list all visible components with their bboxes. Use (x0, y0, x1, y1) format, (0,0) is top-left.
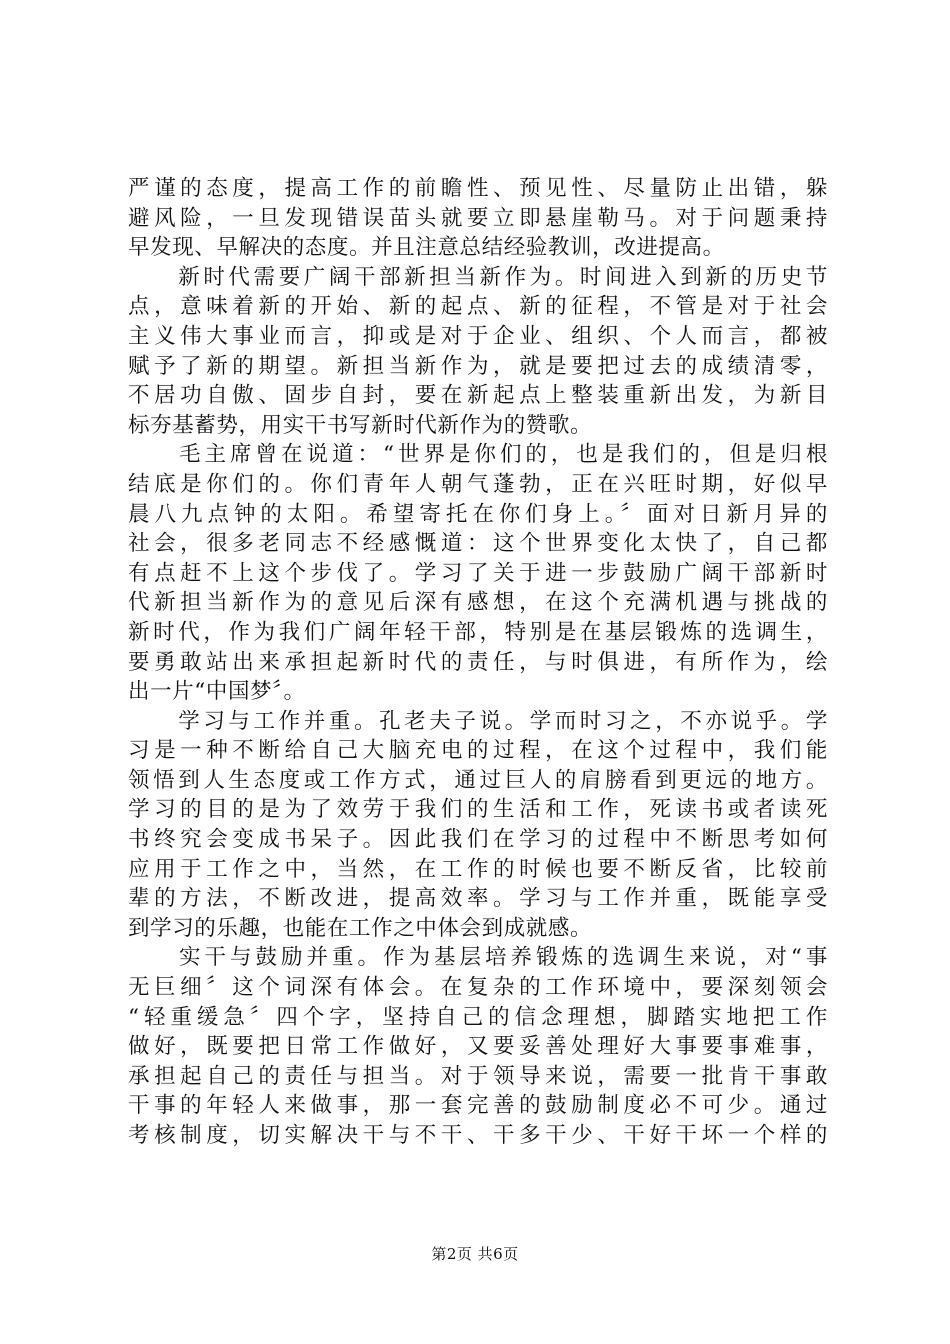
text-line: 无巨细〞这个词深有体会。在复杂的工作环境中，要深刻领会 (128, 975, 828, 1001)
text-line: 代新担当新作为的意见后深有感想，在这个充满机遇与挑战的 (128, 590, 828, 616)
text-line: 标夯基蓄势，用实干书写新时代新作为的赞歌。 (128, 412, 593, 438)
text-line: 干事的年轻人来做事，那一套完善的鼓励制度必不可少。通过 (128, 1093, 828, 1119)
text-line: 学习的目的是为了效劳于我们的生活和工作，死读书或者读死 (128, 797, 828, 823)
text-line: 领悟到人生态度或工作方式，通过巨人的肩膀看到更远的地方。 (128, 767, 828, 793)
text-line: 实干与鼓励并重。作为基层培养锻炼的选调生来说，对“事 (128, 945, 828, 971)
text-line: 承担起自己的责任与担当。对于领导来说，需要一批肯干事敢 (128, 1063, 828, 1089)
text-line: 应用于工作之中，当然，在工作的时候也要不断反省，比较前 (128, 856, 828, 882)
text-line: 早发现、早解决的态度。并且注意总结经验教训，改进提高。 (128, 235, 725, 261)
text-line: 到学习的乐趣，也能在工作之中体会到成就感。 (128, 915, 593, 941)
text-line: 毛主席曾在说道：“世界是你们的，也是我们的，但是归根 (128, 442, 828, 468)
text-line: “轻重缓急〞四个字，坚持自己的信念理想，脚踏实地把工作 (128, 1004, 828, 1030)
text-line: 有点赶不上这个步伐了。学习了关于进一步鼓励广阔干部新时 (128, 560, 828, 586)
text-line: 要勇敢站出来承担起新时代的责任，与时俱进，有所作为，绘 (128, 649, 828, 675)
text-line: 新时代需要广阔干部新担当新作为。时间进入到新的历史节 (128, 264, 828, 290)
text-line: 晨八九点钟的太阳。希望寄托在你们身上。〞面对日新月异的 (128, 501, 828, 527)
text-line: 考核制度，切实解决干与不干、干多干少、干好干坏一个样的 (128, 1123, 828, 1148)
text-line: 出一片“中国梦〞。 (128, 679, 306, 705)
text-line: 主义伟大事业而言，抑或是对于企业、组织、个人而言，都被 (128, 323, 828, 349)
text-line: 学习与工作并重。孔老夫子说。学而时习之，不亦说乎。学 (128, 708, 828, 734)
text-line: 习是一种不断给自己大脑充电的过程，在这个过程中，我们能 (128, 738, 828, 764)
text-line: 严谨的态度，提高工作的前瞻性、预见性、尽量防止出错，躲 (128, 176, 828, 201)
text-line: 辈的方法，不断改进，提高效率。学习与工作并重，既能享受 (128, 886, 828, 912)
text-line: 不居功自傲、固步自封，要在新起点上整装重新出发，为新目 (128, 383, 828, 409)
text-line: 新时代，作为我们广阔年轻干部，特别是在基层锻炼的选调生， (128, 619, 828, 645)
text-line: 避风险，一旦发现错误苗头就要立即悬崖勒马。对于问题秉持 (128, 205, 828, 231)
text-line: 社会，很多老同志不经感慨道：这个世界变化太快了，自己都 (128, 531, 828, 557)
text-line: 做好，既要把日常工作做好，又要妥善处理好大事要事难事， (128, 1034, 828, 1060)
page-footer: 第2页 共6页 (431, 1245, 519, 1263)
text-line: 书终究会变成书呆子。因此我们在学习的过程中不断思考如何 (128, 827, 828, 853)
text-line: 结底是你们的。你们青年人朝气蓬勃，正在兴旺时期，好似早 (128, 471, 828, 497)
text-line: 赋予了新的期望。新担当新作为，就是要把过去的成绩清零， (128, 353, 828, 379)
text-line: 点，意味着新的开始、新的起点、新的征程，不管是对于社会 (128, 294, 828, 320)
body-text (128, 174, 828, 1151)
